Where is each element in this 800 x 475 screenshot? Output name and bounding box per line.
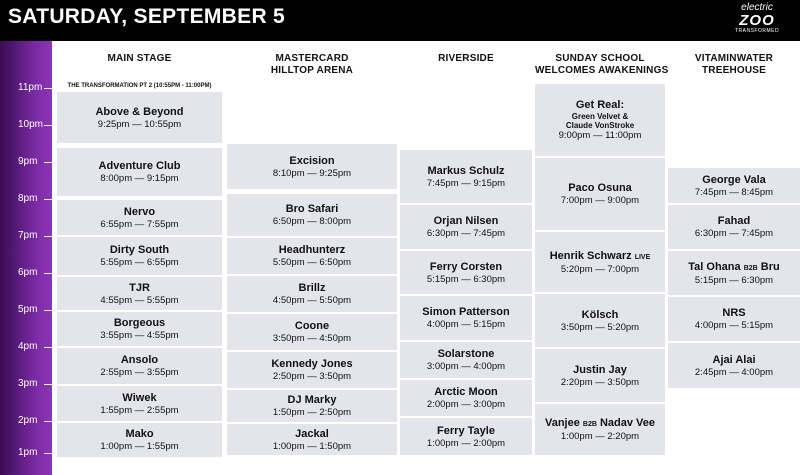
set-block[interactable]: [400, 342, 532, 380]
artist-name: TJR: [129, 281, 150, 294]
set-time: 3:55pm — 4:55pm: [100, 330, 179, 341]
set-block[interactable]: [400, 380, 532, 418]
set-time: 5:50pm — 6:50pm: [272, 257, 352, 268]
tick-9pm: 9pm: [18, 156, 38, 167]
b2b-label: B2B: [743, 264, 758, 272]
stage-name-line2: WELCOMES AWAKENINGS: [535, 65, 669, 76]
tick-mark: [44, 347, 52, 348]
set-block[interactable]: [400, 150, 532, 205]
set-block[interactable]: [535, 294, 665, 349]
set-block[interactable]: [57, 386, 222, 423]
logo-line-1: electric: [741, 2, 773, 13]
artist-name-text: Tal Ohana: [688, 260, 741, 273]
artist-name: Excision: [289, 154, 335, 167]
artist-name: Orjan Nilsen: [433, 215, 499, 227]
artist-name: Kennedy Jones: [271, 358, 353, 370]
tick-mark: [44, 384, 52, 385]
set-time: 5:55pm — 6:55pm: [100, 257, 179, 268]
festival-logo: [722, 3, 792, 38]
set-time: 1:00pm — 1:50pm: [272, 440, 352, 452]
tick-mark: [44, 453, 52, 454]
artist-name: Wiwek: [122, 391, 157, 404]
artist-name: Bro Safari: [285, 203, 339, 215]
set-time: 8:00pm — 9:15pm: [100, 173, 179, 184]
set-time: 7:00pm — 9:00pm: [560, 195, 640, 206]
tick-2pm: 2pm: [18, 415, 38, 426]
tick-4pm: 4pm: [18, 341, 38, 352]
artist-name: [550, 250, 651, 264]
tick-mark: [44, 125, 52, 126]
time-axis: [0, 41, 52, 475]
set-block[interactable]: [535, 404, 665, 457]
set-time: 6:30pm — 7:45pm: [426, 228, 506, 239]
artist-name: Markus Schulz: [427, 164, 505, 177]
transformation-note: THE TRANSFORMATION PT 2 (10:55PM - 11:00PM): [67, 83, 212, 89]
set-block[interactable]: [227, 194, 397, 238]
set-block[interactable]: [227, 390, 397, 424]
set-time: 5:15pm — 6:30pm: [426, 273, 506, 285]
artist-name: Paco Osuna: [568, 182, 632, 194]
artist-name: Ferry Tayle: [437, 424, 495, 437]
artist-name: [688, 261, 779, 275]
set-block[interactable]: [227, 144, 397, 191]
set-block[interactable]: [668, 343, 800, 390]
set-block[interactable]: [668, 297, 800, 343]
artist-name: Headhunterz: [278, 244, 346, 256]
artist-name: Nervo: [123, 205, 156, 218]
artist-name: Above & Beyond: [95, 105, 184, 118]
set-time: 7:45pm — 9:15pm: [426, 177, 506, 189]
set-time: 4:50pm — 5:50pm: [272, 295, 352, 306]
stage-header-sunday-school: [535, 53, 669, 77]
set-block[interactable]: [400, 205, 532, 251]
artist-subtitle: Green Velvet &: [571, 112, 629, 121]
set-time: 2:55pm — 3:55pm: [100, 367, 179, 378]
set-time: 2:50pm — 3:50pm: [272, 371, 352, 382]
artist-name: Brillz: [298, 282, 326, 294]
stage-name-line2: HILLTOP ARENA: [270, 65, 354, 76]
artist-name: George Vala: [702, 173, 766, 186]
set-time: 9:00pm — 11:00pm: [558, 130, 642, 141]
set-time: 7:45pm — 8:45pm: [694, 186, 774, 198]
tick-mark: [44, 162, 52, 163]
artist-name: Jackal: [295, 427, 329, 440]
stage-name: MAIN STAGE: [107, 53, 172, 64]
set-block[interactable]: [400, 296, 532, 342]
artist-name: Kölsch: [581, 308, 619, 321]
b2b-label: B2B: [582, 421, 597, 428]
set-time: 3:50pm — 4:50pm: [272, 333, 352, 344]
logo-line-2: ZOO: [739, 12, 775, 29]
set-time: 8:10pm — 9:25pm: [272, 167, 352, 179]
artist-name: Coone: [294, 320, 330, 332]
set-block[interactable]: [227, 238, 397, 276]
set-block[interactable]: [227, 276, 397, 314]
set-time: 6:50pm — 8:00pm: [272, 216, 352, 227]
artist-name: NRS: [722, 307, 746, 319]
set-block[interactable]: [57, 312, 222, 348]
stage-name: RIVERSIDE: [438, 53, 494, 64]
page-title: SATURDAY, SEPTEMBER 5: [8, 5, 286, 28]
artist-name: Ansolo: [120, 354, 159, 366]
set-block[interactable]: [57, 92, 222, 145]
stage-header-hilltop: [227, 53, 397, 77]
set-time: 2:20pm — 3:50pm: [560, 376, 640, 388]
tick-10pm: 10pm: [18, 119, 44, 130]
artist-name-text: Henrik Schwarz: [549, 249, 632, 262]
artist-name: Ajai Alai: [712, 353, 756, 366]
tick-mark: [44, 236, 52, 237]
artist-name: Ferry Corsten: [429, 260, 503, 273]
artist-name: Solarstone: [437, 348, 495, 360]
artist-name: DJ Marky: [287, 394, 337, 406]
stage-header-riverside: [400, 53, 532, 65]
set-block[interactable]: [400, 251, 532, 296]
artist-name-text-2: Bru: [760, 260, 780, 273]
set-block[interactable]: [535, 158, 665, 232]
set-time: 4:55pm — 5:55pm: [100, 294, 179, 306]
set-block[interactable]: [57, 200, 222, 237]
set-time: 2:00pm — 3:00pm: [426, 399, 506, 410]
set-time: 1:00pm — 1:55pm: [100, 441, 179, 452]
tick-mark: [44, 421, 52, 422]
set-time: 1:55pm — 2:55pm: [100, 404, 179, 416]
artist-name: Dirty South: [109, 244, 170, 256]
artist-name: Adventure Club: [98, 160, 181, 172]
set-block[interactable]: [57, 423, 222, 459]
tick-6pm: 6pm: [18, 267, 38, 278]
stage-name: MASTERCARD: [275, 53, 349, 64]
artist-name: Get Real:: [575, 99, 625, 111]
artist-name: Arctic Moon: [434, 386, 498, 398]
set-time: 5:20pm — 7:00pm: [560, 263, 640, 275]
artist-name-text-2: Nadav Vee: [599, 417, 656, 429]
set-time: 3:00pm — 4:00pm: [426, 361, 506, 372]
stage-name-line2: TREEHOUSE: [701, 65, 767, 76]
tick-11pm: 11pm: [18, 82, 43, 93]
set-block[interactable]: [57, 237, 222, 277]
artist-name: [545, 417, 655, 431]
set-block[interactable]: [668, 168, 800, 205]
set-time: 1:00pm — 2:00pm: [426, 437, 506, 449]
artist-name: Justin Jay: [573, 363, 627, 376]
header-bar: [0, 0, 800, 41]
artist-name: Fahad: [717, 215, 751, 227]
set-time: 6:30pm — 7:45pm: [694, 228, 774, 239]
stage-name: SUNDAY SCHOOL: [555, 53, 645, 64]
set-block[interactable]: [535, 84, 665, 158]
set-time: 1:50pm — 2:50pm: [272, 407, 352, 418]
set-block[interactable]: [227, 352, 397, 390]
set-block[interactable]: [535, 349, 665, 404]
tick-mark: [44, 199, 52, 200]
tick-7pm: 7pm: [18, 230, 38, 241]
set-time: 3:50pm — 5:20pm: [560, 321, 640, 333]
tick-mark: [44, 273, 52, 274]
tick-1pm: 1pm: [18, 447, 38, 458]
set-time: 4:00pm — 5:15pm: [426, 319, 506, 330]
tick-mark: [44, 310, 52, 311]
logo-line-3: TRANSFORMED: [734, 28, 780, 34]
set-block[interactable]: [57, 148, 222, 198]
set-block[interactable]: [227, 424, 397, 457]
stage-header-treehouse: [668, 53, 800, 77]
set-time: 9:25pm — 10:55pm: [97, 118, 182, 130]
artist-subtitle: Claude VonStroke: [565, 121, 635, 130]
set-block[interactable]: [57, 348, 222, 386]
set-block[interactable]: [227, 314, 397, 352]
artist-name: Mako: [125, 428, 154, 440]
tick-3pm: 3pm: [18, 378, 38, 389]
set-time: 5:15pm — 6:30pm: [694, 274, 774, 286]
tick-5pm: 5pm: [18, 304, 38, 315]
tick-8pm: 8pm: [18, 193, 38, 204]
set-time: 1:00pm — 2:20pm: [560, 431, 640, 442]
artist-name-text: Vanjee: [544, 417, 580, 429]
artist-name: Borgeous: [113, 317, 166, 329]
stage-header-main: [57, 53, 222, 65]
set-time: 2:45pm — 4:00pm: [694, 366, 774, 378]
set-block[interactable]: [535, 232, 665, 294]
artist-name: Simon Patterson: [422, 306, 510, 318]
set-block[interactable]: [668, 251, 800, 297]
set-time: 4:00pm — 5:15pm: [694, 320, 774, 331]
stage-name: VITAMINWATER: [694, 53, 774, 64]
set-block[interactable]: [57, 277, 222, 312]
tick-mark: [44, 88, 52, 89]
set-block[interactable]: [668, 205, 800, 251]
set-time: 6:55pm — 7:55pm: [100, 218, 179, 230]
live-suffix: LIVE: [634, 253, 651, 261]
set-block[interactable]: [400, 418, 532, 457]
